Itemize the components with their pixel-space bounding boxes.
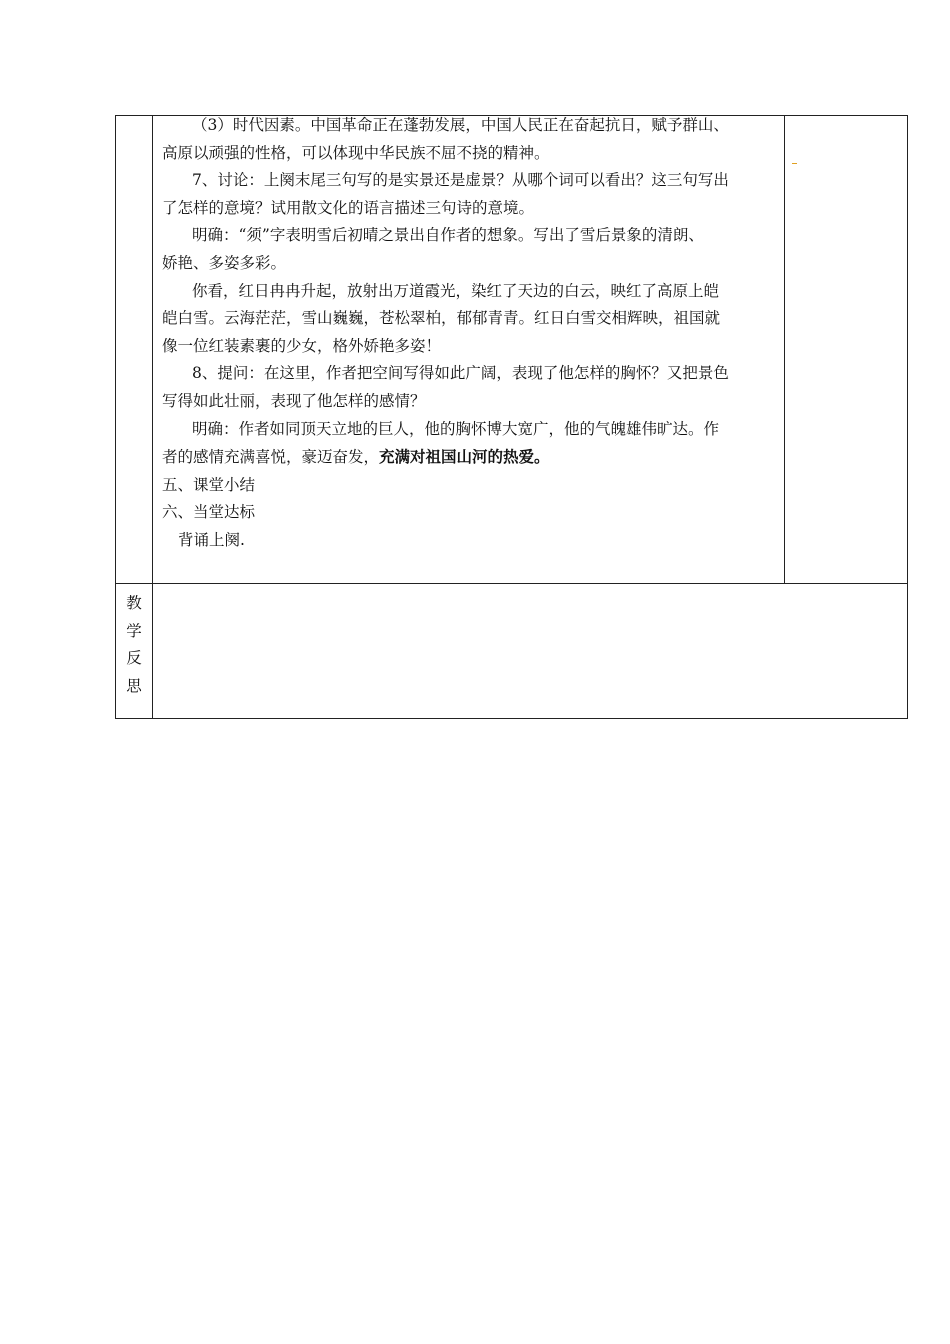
text-line: 了怎样的意境？试用散文化的语言描述三句诗的意境。 [162,198,535,217]
label-char: 学 [126,621,142,640]
text-line [162,443,774,472]
paragraph [162,222,774,277]
text-line: 高原以顽强的性格，可以体现中华民族不屈不挠的精神。 [162,143,550,162]
task-text: 背诵上阕. [178,530,245,549]
text-line: 明确：“须”字表明雪后初晴之景出自作者的想象。写出了雪后景象的清朗、 [192,226,704,245]
lesson-content [162,112,774,555]
text-line: 像一位红装素裹的少女，格外娇艳多姿！ [162,336,442,355]
text-line: 皑白雪。云海茫茫，雪山巍巍，苍松翠柏，郁郁青青。红日白雪交相辉映，祖国就 [162,309,721,328]
label-char: 思 [126,676,142,695]
text-line: 娇艳、多姿多彩。 [162,253,287,272]
section-heading: 五、课堂小结 [162,475,256,494]
section-heading: 六、当堂达标 [162,503,256,522]
text-line: 明确：作者如同顶天立地的巨人，他的胸怀博大宽广，他的气魄雄伟旷达。作 [192,419,720,438]
text-line: 写得如此壮丽，表现了他怎样的感情？ [162,391,426,410]
paragraph [162,278,774,361]
paragraph [162,167,774,222]
reflection-label [116,590,152,700]
paragraph [162,360,774,415]
label-char: 反 [126,649,142,668]
text-line: 7、讨论：上阕末尾三句写的是实景还是虚景？从哪个词可以看出？这三句写出 [192,171,729,190]
text-line: 你看，红日冉冉升起，放射出万道霞光，染红了天边的白云，映红了高原上皑 [192,281,720,300]
label-char: 教 [126,594,142,612]
emphasis-text: 充满对祖国山河的热爱。 [379,447,550,467]
paragraph [162,112,774,167]
reflection-content-cell [153,584,907,718]
notes-marker [792,163,797,164]
text-line: （3）时代因素。中国革命正在蓬勃发展，中国人民正在奋起抗日，赋予群山、 [192,116,729,134]
text-plain: 者的感情充满喜悦，豪迈奋发， [162,448,380,467]
notes-column-divider [784,115,785,584]
table-bottom-border [115,718,908,719]
table-right-border [907,115,908,719]
text-line: 8、提问：在这里，作者把空间写得如此广阔，表现了他怎样的胸怀？又把景色 [192,364,729,383]
conclusion-paragraph [162,416,774,472]
